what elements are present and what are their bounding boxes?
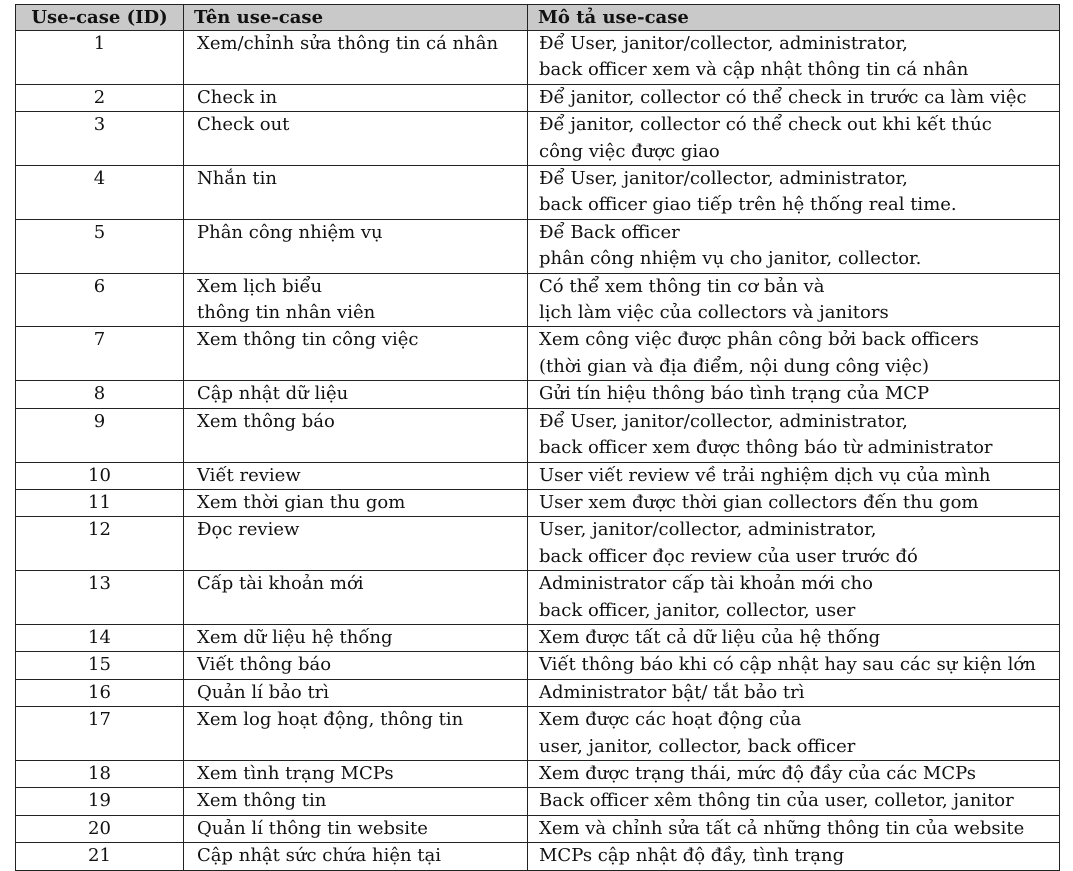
- use-case-description: [528, 517, 1060, 571]
- use-case-name: [184, 327, 528, 381]
- use-case-id: 1: [16, 31, 184, 85]
- use-case-description-line: back officer xem được thông báo từ administrator: [539, 437, 993, 459]
- use-case-description: [528, 571, 1060, 625]
- use-case-id: 18: [16, 760, 184, 787]
- use-case-name-line: Xem log hoạt động, thông tin: [197, 709, 464, 731]
- use-case-id: 19: [16, 788, 184, 815]
- use-case-name: [184, 112, 528, 166]
- use-case-description-line: Xem và chỉnh sửa tất cả những thông tin của website: [539, 817, 1025, 839]
- use-case-description-line: (thời gian và địa điểm, nội dung công việc): [539, 355, 930, 377]
- use-case-name-line: Đọc review: [197, 519, 300, 541]
- header-description: Mô tả use-case: [528, 5, 1060, 31]
- table-row: [16, 843, 1060, 870]
- use-case-table-container: [15, 4, 1060, 871]
- use-case-id: 10: [16, 462, 184, 489]
- use-case-description-line: công việc được giao: [539, 140, 720, 162]
- table-row: [16, 31, 1060, 85]
- use-case-description-line: Để janitor, collector có thể check in trước ca làm việc: [539, 86, 1027, 108]
- table-row: [16, 624, 1060, 651]
- use-case-description-line: User viết review về trải nghiệm dịch vụ của mình: [539, 464, 991, 486]
- use-case-name: [184, 408, 528, 462]
- use-case-description-line: phân công nhiệm vụ cho janitor, collector.: [539, 248, 922, 270]
- use-case-description-line: back officer, janitor, collector, user: [539, 599, 856, 621]
- use-case-description-line: User xem được thời gian collectors đến thu gom: [539, 491, 979, 513]
- use-case-description-line: Có thể xem thông tin cơ bản và: [539, 275, 825, 297]
- use-case-name: [184, 652, 528, 679]
- use-case-id: 15: [16, 652, 184, 679]
- use-case-name: [184, 517, 528, 571]
- use-case-name: [184, 843, 528, 870]
- use-case-name-line: Cấp tài khoản mới: [197, 573, 364, 595]
- use-case-id: 7: [16, 327, 184, 381]
- header-name: Tên use-case: [184, 5, 528, 31]
- use-case-description: [528, 166, 1060, 220]
- table-row: [16, 166, 1060, 220]
- use-case-description: [528, 760, 1060, 787]
- use-case-description-line: lịch làm việc của collectors và janitors: [539, 302, 889, 324]
- use-case-name: [184, 273, 528, 327]
- table-body: [16, 31, 1060, 871]
- use-case-description-line: user, janitor, collector, back officer: [539, 735, 856, 757]
- use-case-id: 3: [16, 112, 184, 166]
- use-case-name-line: Xem thông tin công việc: [197, 329, 419, 351]
- use-case-description-line: Để Back officer: [539, 221, 680, 243]
- use-case-description: [528, 84, 1060, 111]
- use-case-name-line: Viết review: [197, 464, 301, 486]
- use-case-name: [184, 462, 528, 489]
- table-row: [16, 707, 1060, 761]
- use-case-name-line: thông tin nhân viên: [197, 302, 376, 324]
- use-case-description: [528, 815, 1060, 842]
- use-case-description: [528, 624, 1060, 651]
- use-case-name-line: Quản lí bảo trì: [197, 681, 330, 703]
- use-case-description-line: Để User, janitor/collector, administrator,: [539, 168, 908, 190]
- table-row: [16, 273, 1060, 327]
- use-case-name: [184, 84, 528, 111]
- use-case-description: [528, 408, 1060, 462]
- use-case-description-line: Xem được tất cả dữ liệu của hệ thống: [539, 626, 881, 648]
- use-case-description: [528, 462, 1060, 489]
- table-row: [16, 679, 1060, 706]
- use-case-name: [184, 381, 528, 408]
- use-case-name-line: Xem thời gian thu gom: [197, 491, 406, 513]
- table-row: [16, 760, 1060, 787]
- table-row: [16, 112, 1060, 166]
- use-case-description-line: Xem công việc được phân công bởi back officers: [539, 329, 979, 351]
- table-row: [16, 571, 1060, 625]
- use-case-id: 9: [16, 408, 184, 462]
- use-case-description: [528, 219, 1060, 273]
- use-case-name-line: Xem dữ liệu hệ thống: [197, 626, 393, 648]
- use-case-name-line: Xem/chỉnh sửa thông tin cá nhân: [197, 33, 499, 54]
- use-case-id: 6: [16, 273, 184, 327]
- use-case-description-line: User, janitor/collector, administrator,: [539, 519, 877, 541]
- use-case-description-line: Để User, janitor/collector, administrator,: [539, 33, 908, 54]
- use-case-description: [528, 327, 1060, 381]
- use-case-id: 21: [16, 843, 184, 870]
- use-case-name: [184, 31, 528, 85]
- use-case-id: 5: [16, 219, 184, 273]
- header-id: Use-case (ID): [16, 5, 184, 31]
- use-case-name: [184, 219, 528, 273]
- use-case-description-line: Back officer xêm thông tin của user, colletor, janitor: [539, 790, 1014, 812]
- use-case-description-line: Xem được trạng thái, mức độ đầy của các MCPs: [539, 762, 976, 784]
- use-case-description: [528, 707, 1060, 761]
- use-case-description-line: Viết thông báo khi có cập nhật hay sau các sự kiện lớn: [539, 654, 1036, 676]
- use-case-description: [528, 679, 1060, 706]
- use-case-name-line: Phân công nhiệm vụ: [197, 221, 383, 243]
- table-row: [16, 462, 1060, 489]
- use-case-description-line: Để User, janitor/collector, administrator,: [539, 410, 908, 432]
- table-row: [16, 381, 1060, 408]
- use-case-description-line: Để janitor, collector có thể check out khi kết thúc: [539, 114, 992, 136]
- use-case-description: [528, 788, 1060, 815]
- table-row: [16, 652, 1060, 679]
- use-case-description: [528, 273, 1060, 327]
- use-case-id: 20: [16, 815, 184, 842]
- use-case-name: [184, 624, 528, 651]
- table-row: [16, 788, 1060, 815]
- use-case-id: 4: [16, 166, 184, 220]
- use-case-name-line: Xem tình trạng MCPs: [197, 762, 394, 784]
- use-case-name-line: Viết thông báo: [197, 654, 332, 676]
- table-row: [16, 327, 1060, 381]
- use-case-id: 8: [16, 381, 184, 408]
- use-case-name: [184, 571, 528, 625]
- use-case-id: 11: [16, 489, 184, 516]
- table-row: [16, 84, 1060, 111]
- use-case-name: [184, 788, 528, 815]
- use-case-description-line: back officer đọc review của user trước đó: [539, 545, 918, 567]
- use-case-description: [528, 31, 1060, 85]
- use-case-name-line: Xem thông tin: [197, 790, 327, 812]
- use-case-description-line: back officer xem và cập nhật thông tin cá nhân: [539, 59, 969, 81]
- use-case-description-line: Administrator bật/ tắt bảo trì: [539, 681, 805, 703]
- use-case-description-line: Gửi tín hiệu thông báo tình trạng của MCP: [539, 383, 930, 405]
- use-case-description-line: back officer giao tiếp trên hệ thống real time.: [539, 194, 957, 216]
- use-case-name-line: Xem lịch biểu: [197, 275, 323, 297]
- use-case-description: [528, 112, 1060, 166]
- use-case-description: [528, 381, 1060, 408]
- use-case-id: 12: [16, 517, 184, 571]
- use-case-id: 14: [16, 624, 184, 651]
- use-case-table: [15, 4, 1060, 871]
- table-row: [16, 489, 1060, 516]
- use-case-name-line: Quản lí thông tin website: [197, 817, 428, 839]
- use-case-description: [528, 652, 1060, 679]
- use-case-description-line: MCPs cập nhật độ đầy, tình trạng: [539, 845, 845, 867]
- use-case-name: [184, 679, 528, 706]
- use-case-name: [184, 815, 528, 842]
- use-case-name: [184, 489, 528, 516]
- use-case-description-line: Administrator cấp tài khoản mới cho: [539, 573, 873, 595]
- table-row: [16, 517, 1060, 571]
- use-case-name: [184, 166, 528, 220]
- use-case-name-line: Xem thông báo: [197, 410, 335, 432]
- use-case-name-line: Cập nhật dữ liệu: [197, 383, 349, 405]
- table-header-row: [16, 5, 1060, 31]
- use-case-id: 16: [16, 679, 184, 706]
- use-case-name: [184, 707, 528, 761]
- use-case-description: [528, 489, 1060, 516]
- use-case-name-line: Check in: [197, 86, 278, 108]
- table-row: [16, 815, 1060, 842]
- table-row: [16, 408, 1060, 462]
- use-case-name-line: Nhắn tin: [197, 168, 277, 190]
- use-case-id: 17: [16, 707, 184, 761]
- table-row: [16, 219, 1060, 273]
- use-case-id: 2: [16, 84, 184, 111]
- use-case-id: 13: [16, 571, 184, 625]
- use-case-name-line: Cập nhật sức chứa hiện tại: [197, 845, 442, 867]
- use-case-name: [184, 760, 528, 787]
- use-case-description: [528, 843, 1060, 870]
- use-case-description-line: Xem được các hoạt động của: [539, 709, 802, 731]
- use-case-name-line: Check out: [197, 114, 290, 136]
